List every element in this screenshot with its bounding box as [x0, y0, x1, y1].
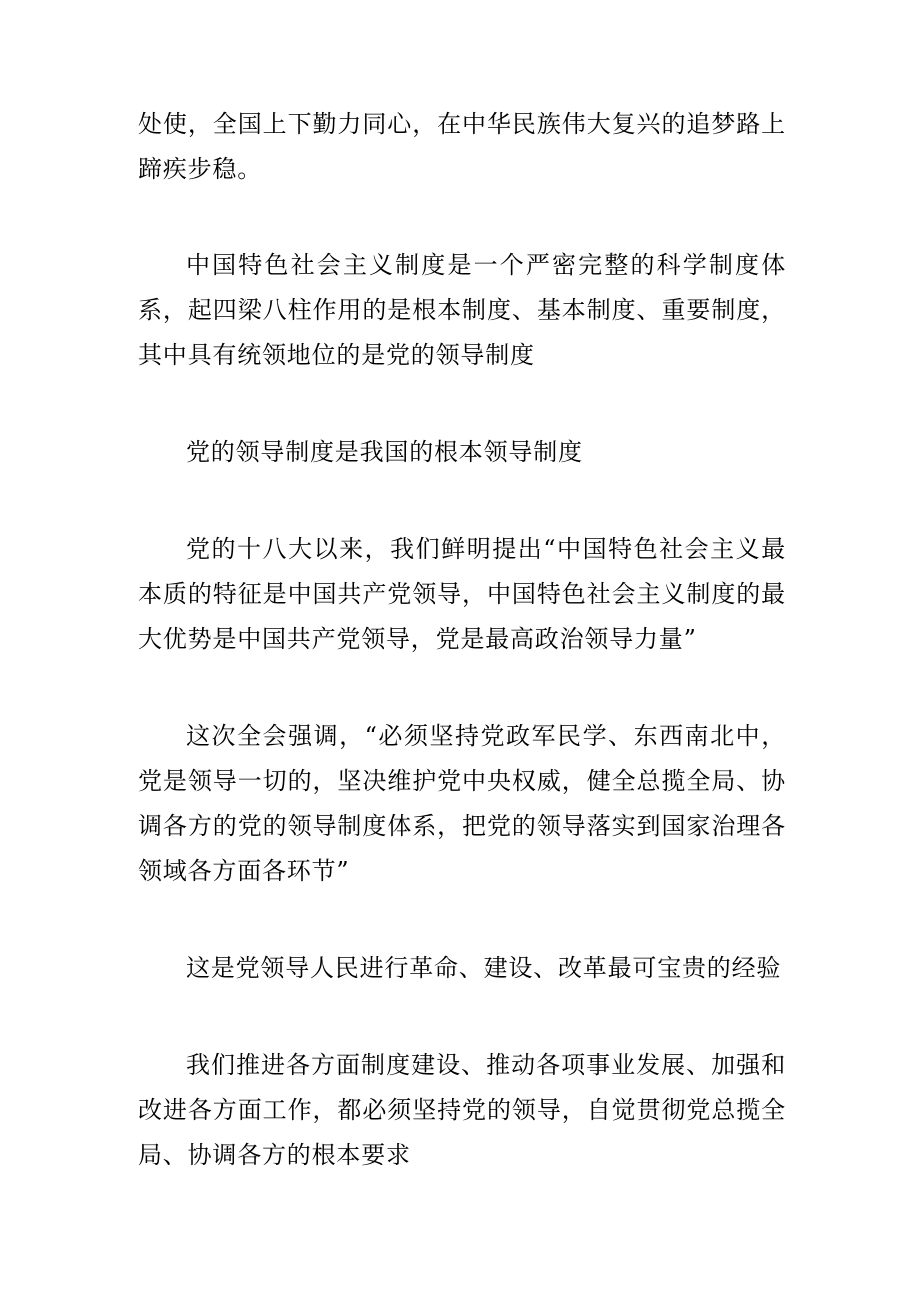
paragraph-4: 党的十八大以来，我们鲜明提出“中国特色社会主义最本质的特征是中国共产党领导，中国特色社会主义制度的最大优势是中国共产党领导，党是最高政治领导力量” — [138, 535, 786, 653]
paragraph-2: 中国特色社会主义制度是一个严密完整的科学制度体系，起四梁八柱作用的是根本制度、基本制度、重要制度，其中具有统领地位的是党的领导制度 — [138, 251, 786, 369]
paragraph-1: 处使，全国上下勤力同心，在中华民族伟大复兴的追梦路上蹄疾步稳。 — [138, 110, 786, 183]
paragraph-6: 这是党领导人民进行革命、建设、改革最可宝贵的经验 — [186, 954, 782, 982]
document-page — [138, 102, 786, 1178]
paragraph-7: 我们推进各方面制度建设、推动各项事业发展、加强和改进各方面工作，都必须坚持党的领导，自觉贯彻党总揽全局、协调各方的根本要求 — [138, 1051, 786, 1169]
paragraph-3: 党的领导制度是我国的根本领导制度 — [186, 438, 583, 466]
paragraph-5: 这次全会强调，“必须坚持党政军民学、东西南北中，党是领导一切的，坚决维护党中央权威，健全总揽全局、协调各方的党的领导制度体系，把党的领导落实到国家治理各领域各方面各环节” — [138, 722, 786, 885]
